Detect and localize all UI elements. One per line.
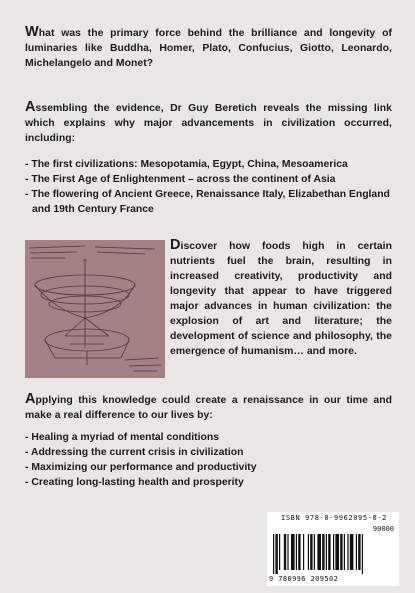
barcode-bar [314, 534, 315, 570]
drop-letter: D [170, 237, 181, 253]
barcode-block [267, 512, 399, 586]
list-item: - The first civilizations: Mesopotamia, Egypt, China, Mesoamerica [25, 159, 348, 170]
evidence-paragraph [25, 100, 392, 146]
barcode-bar [279, 534, 280, 570]
discover-paragraph [170, 238, 392, 359]
price-code: 90000 [372, 525, 394, 533]
barcode-bar [333, 534, 334, 570]
paragraph-text: hat was the primary force behind the brilliance and longevity of luminaries like Buddha, Homer, Plato, Confucius, Giotto, Leonardo, Michelangelo and Monet? [25, 28, 392, 69]
paragraph-text: pplying this knowledge could create a renaissance in our time and make a real difference to our lives by: [25, 395, 392, 421]
list-item: - Creating long-lasting health and prosperity [25, 477, 244, 488]
barcode-bar [296, 534, 297, 570]
barcode-bar [287, 534, 288, 570]
list-item: - The flowering of Ancient Greece, Renaissance Italy, Elizabethan England and 19th Century France [25, 189, 390, 215]
list-item: - Maximizing our performance and productivity [25, 462, 257, 473]
barcode-bar [356, 534, 357, 570]
list-item: - The First Age of Enlightenment – across the continent of Asia [25, 174, 336, 185]
helicopter-sketch-icon [25, 240, 165, 378]
helicopter-sketch-image [25, 240, 165, 378]
applying-paragraph [25, 392, 392, 423]
barcode-bar [317, 534, 321, 570]
barcode-bar [328, 534, 330, 570]
barcode-bar [298, 534, 300, 570]
barcode-bar [335, 534, 339, 570]
drop-letter: A [25, 99, 36, 115]
isbn-text: ISBN 978-0-9962095-0-2 [281, 514, 387, 522]
barcode-bar [358, 534, 360, 570]
benefits-list [25, 430, 395, 490]
intro-paragraph [25, 25, 392, 71]
barcode-bar [347, 534, 348, 570]
drop-letter: W [25, 24, 39, 40]
barcode-bar [322, 534, 324, 570]
paragraph-text: iscover how foods high in certain nutrients fuel the brain, resulting in increased creativity, productivity and longevity that appear to have triggered major advances in human civilization: the explosion of art and literature; the development of science and philosophy, the emergence of humanism… and more. [170, 241, 392, 357]
barcode-bar [303, 534, 304, 570]
barcode-bar [344, 534, 345, 570]
barcode-bar [340, 534, 342, 570]
barcode-digits: 9 780996 209502 [269, 575, 339, 583]
barcode-bar [310, 534, 312, 570]
list-item: - Addressing the current crisis in civilization [25, 447, 244, 458]
drop-letter: A [25, 391, 36, 407]
barcode-icon [273, 534, 393, 574]
barcode-bar [284, 534, 286, 570]
list-item: - Healing a myriad of mental conditions [25, 432, 219, 443]
barcode-bar [291, 534, 295, 570]
barcode-bar [308, 534, 309, 570]
barcode-bar [326, 534, 327, 570]
paragraph-text: ssembling the evidence, Dr Guy Beretich reveals the missing link which explains why major advancements in civilization occurred, including: [25, 103, 392, 144]
barcode-bar [350, 534, 354, 570]
civilizations-list [25, 157, 395, 217]
barcode-bar [273, 534, 274, 574]
barcode-bar [362, 534, 363, 574]
barcode-bar [275, 534, 277, 574]
